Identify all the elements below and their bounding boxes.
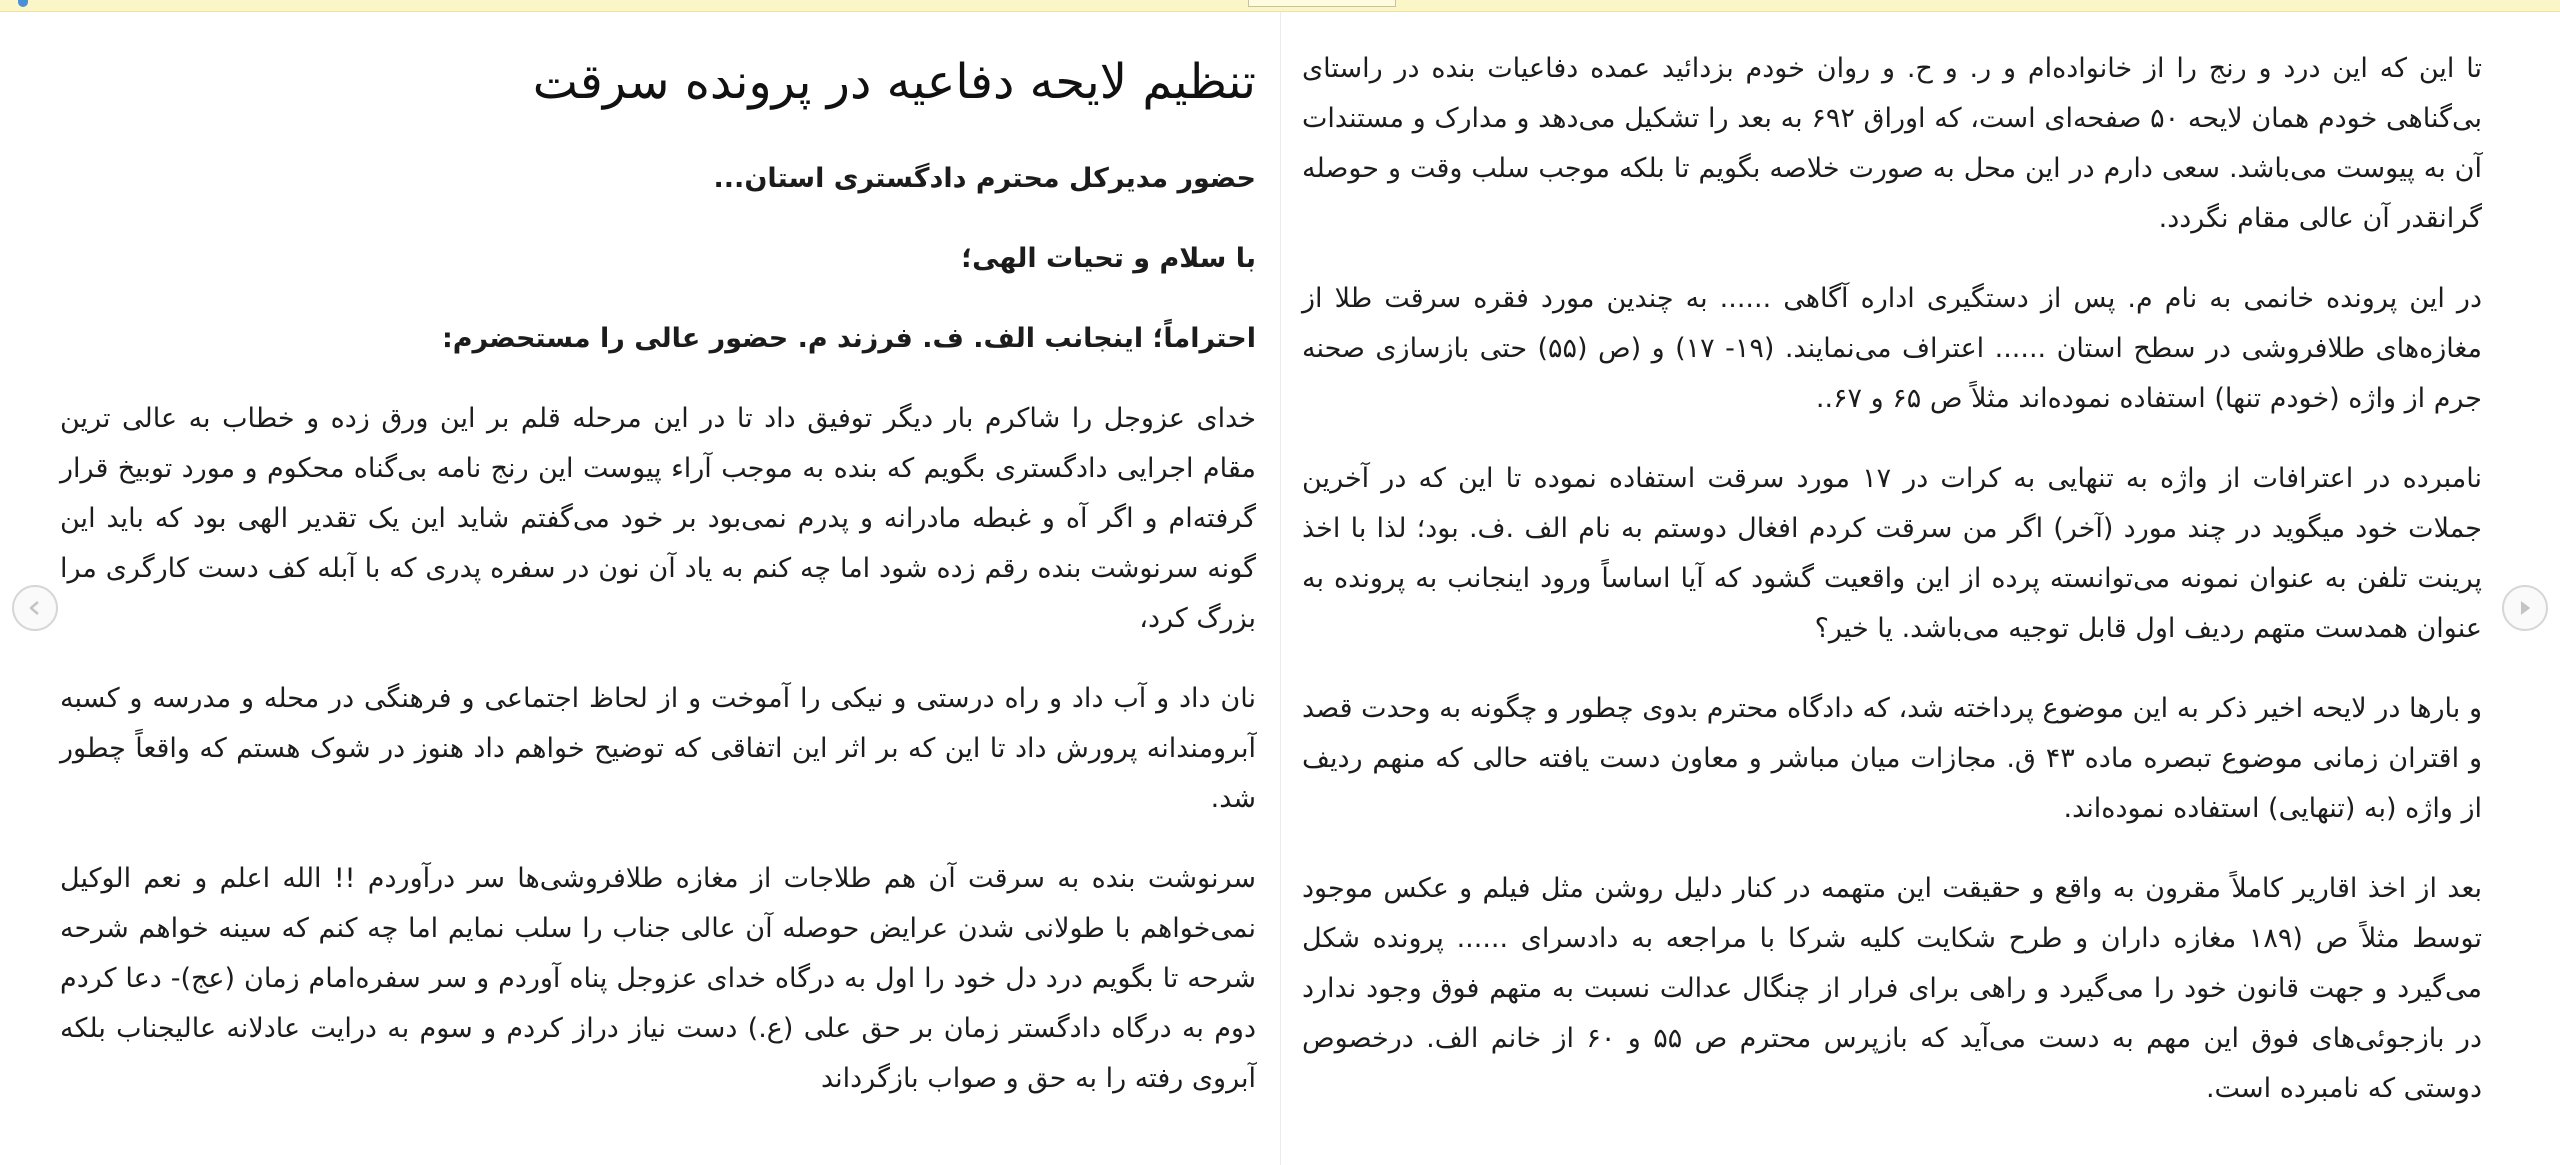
body-paragraph: نان داد و آب داد و راه درستی و نیکی را آموخت و از لحاظ اجتماعی و فرهنگی در محله و مدرسه و کسبه آبرومندانه پرورش داد تا این که بر اثر این اتفاقی که توضیح خواهم داد هنوز در شوک هستم که واقعاً چطور شد. xyxy=(60,683,1256,814)
strip-input-box[interactable] xyxy=(1248,0,1396,7)
salutation-greeting: با سلام و تحیات الهی؛ xyxy=(961,243,1256,274)
right-page xyxy=(1302,12,2482,1165)
body-paragraph: نامبرده در اعترافات از واژه به تنهایی به کرات در ۱۷ مورد سرقت استفاده نموده تا این که در آخرین جملات خود میگوید در چند مورد (آخر) اگر من سرقت کردم افغال دوستم به نام الف .ف. بود؛ لذا با اخذ پرینت تلفن به عنوان نمونه می‌توانسته پرده از این واقعیت گشود که آیا اساساً ورود اینجانب به پرونده به عنوان همدست متهم ردیف اول قابل توجیه می‌باشد. یا خیر؟ xyxy=(1302,463,2482,644)
left-page xyxy=(60,12,1256,1165)
body-paragraph: تا این که این درد و رنج را از خانواده‌ام و ر. و ح. و روان خودم بزدائید عمده دفاعیات بنده در راستای بی‌گناهی خودم همان لایحه ۵۰ صفحه‌ای است، که اوراق ۶۹۲ به بعد را تشکیل می‌دهد و مدارک و مستندات آن به پیوست می‌باشد. سعی دارم در این محل به صورت خلاصه بگویم تا بلکه موجب سلب وقت و حوصله گرانقدر آن عالی مقام نگردد. xyxy=(1302,53,2483,234)
page-divider xyxy=(1280,12,1281,1165)
salutation-intro: احتراماً؛ اینجانب الف. ف. فرزند م. حضور عالی را مستحضرم: xyxy=(441,323,1256,354)
chevron-left-icon xyxy=(26,599,44,617)
body-paragraph: خدای عزوجل را شاکرم بار دیگر توفیق داد تا در این مرحله قلم بر این ورق زده و خطاب به عالی ترین مقام اجرایی دادگستری بگویم که بنده به موجب آراء پیوست این رنج نامه بی‌گناه محکوم و مورد توبیخ قرار گرفته‌ام و اگر آه و غبطه مادرانه و پدرم نمی‌بود بر خود می‌گفتم شاید این یک تقدیر الهی بود که باید این گونه سرنوشت بنده رقم زده شود اما چه کنم به یاد آن نون در سفره پدری که با آبله کف دست کارگری مرا بزرگ کرد، xyxy=(60,403,1256,634)
top-notification-strip xyxy=(0,0,2560,12)
chevron-right-icon xyxy=(2516,599,2534,617)
body-paragraph: سرنوشت بنده به سرقت آن هم طلاجات از مغازه طلافروشی‌ها سر درآوردم !! الله اعلم و نعم الوکیل نمی‌خواهم با طولانی شدن عرایض حوصله آن عالی جناب را سلب نمایم اما چه کنم که سینه خواهم شرحه شرحه تا بگویم درد دل خود را اول به درگاه خدای عزوجل پناه آوردم و سر سفره‌امام زمان (عج)- دعا کردم دوم به درگاه دادگستر زمان بر حق علی (ع.) دست نیاز دراز کردم و سوم به درایت عادلانه عالیجناب بلکه آبروی رفته را به حق و صواب بازگرداند xyxy=(60,863,1256,1094)
body-paragraph: و بارها در لایحه اخیر ذکر به این موضوع پرداخته شد، که دادگاه محترم بدوی چطور و چگونه به وحدت قصد و اقتران زمانی موضوع تبصره ماده ۴۳ ق. مجازات میان مباشر و معاون دست یافته حالی که منهم ردیف از واژه (به (تنهایی) استفاده نموده‌اند. xyxy=(1302,693,2482,824)
body-paragraph: در این پرونده خانمی به نام م. پس از دستگیری اداره آگاهی ...... به چندین مورد فقره سرقت طلا از مغازه‌های طلافروشی در سطح استان ...... اعتراف می‌نمایند. (۱۹- ۱۷) و (ص (۵۵) حتی بازسازی صحنه جرم از واژه (خودم تنها) استفاده نموده‌اند مثلاً ص ۶۵ و ۶۷.. xyxy=(1302,283,2483,414)
salutation-recipient: حضور مدیرکل محترم دادگستری استان... xyxy=(713,163,1256,194)
previous-page-button[interactable] xyxy=(12,585,58,631)
next-page-button[interactable] xyxy=(2502,585,2548,631)
body-paragraph: بعد از اخذ اقاریر کاملاً مقرون به واقع و حقیقت این متهمه در کنار دلیل روشن مثل فیلم و عکس موجود توسط مثلاً ص (۱۸۹ مغازه داران و طرح شکایت کلیه شرکا با مراجعه به دادسرای ...... پرونده شکل می‌گیرد و جهت قانون خود را می‌گیرد و راهی برای فرار از چنگال عدالت نسبت به متهم فوق وجود ندارد در بازجوئی‌های فوق این مهم به دست می‌آید که بازپرس محترم ص ۵۵ و ۶۰ از خانم الف. درخصوص دوستی که نامبرده است. xyxy=(1302,873,2483,1104)
document-title: تنظیم لایحه دفاعیه در پرونده سرقت xyxy=(532,54,1256,110)
status-dot-icon xyxy=(18,0,28,7)
